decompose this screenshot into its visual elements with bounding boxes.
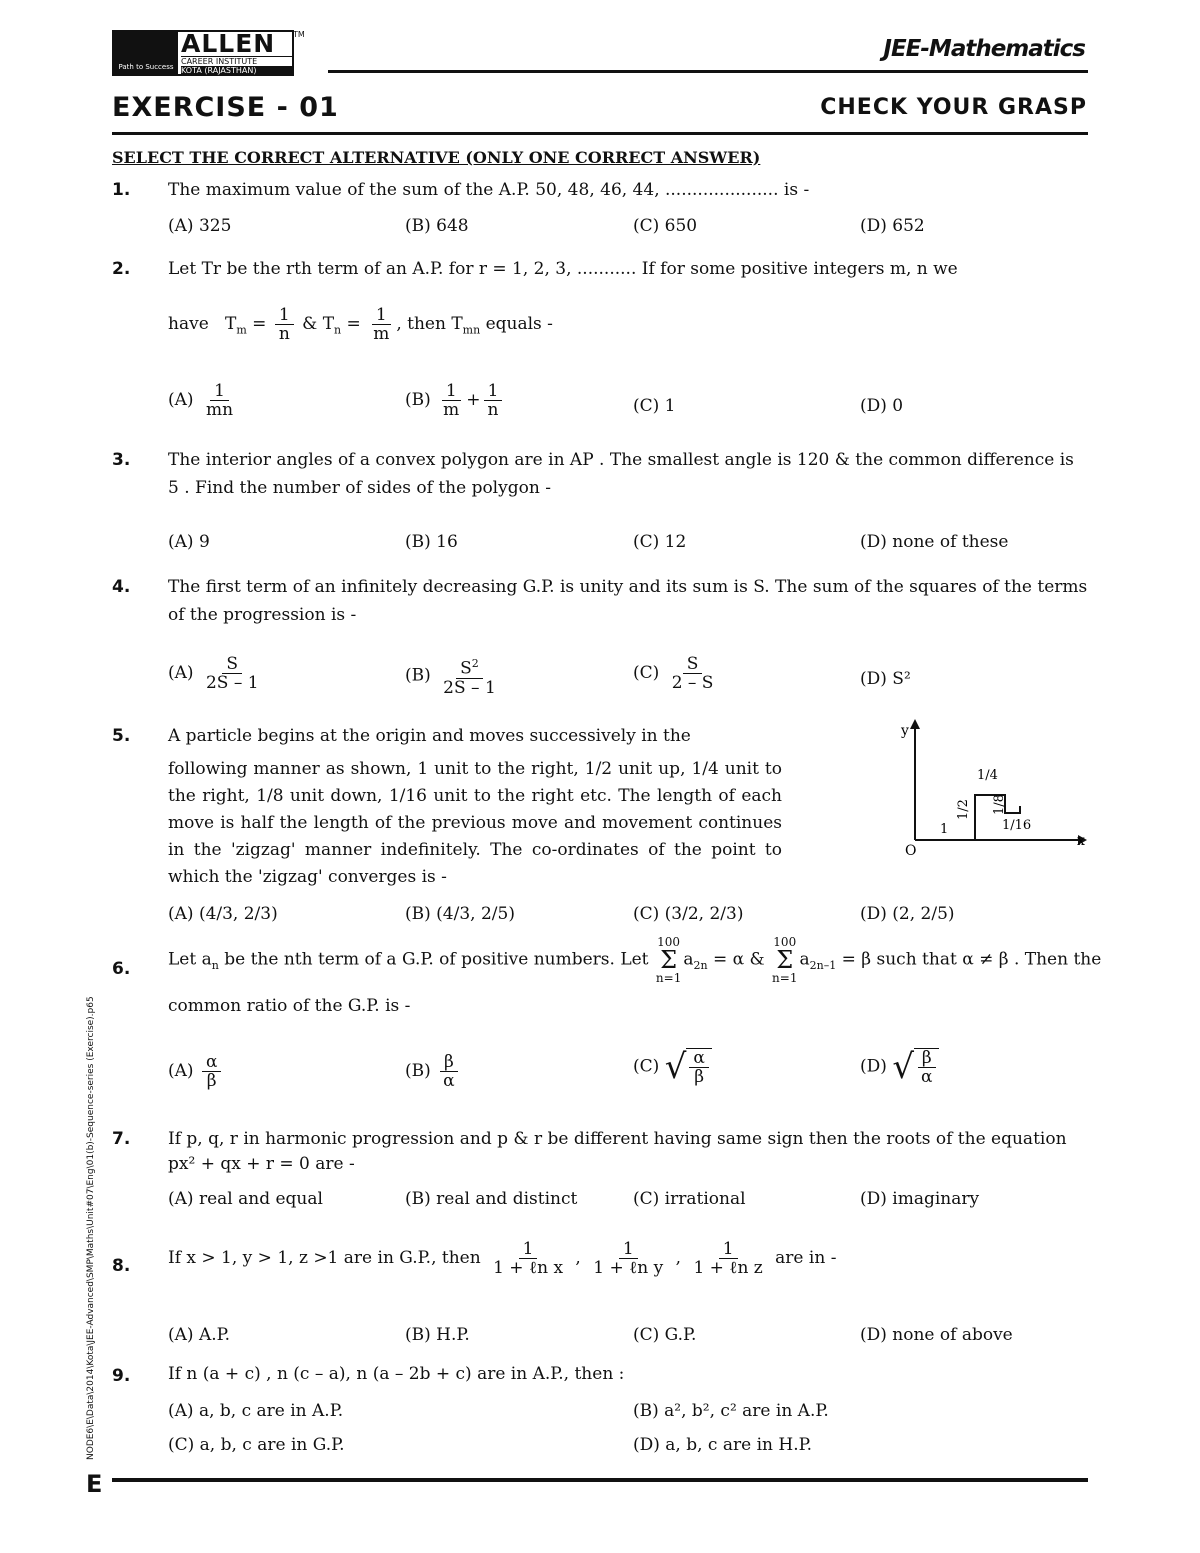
x-label: x [1077, 833, 1085, 849]
option-c: (C) 12 [633, 532, 687, 552]
origin-label: O [905, 843, 917, 859]
option-a: (A) $\frac{S}{2S - 1}$ [168, 654, 259, 693]
zigzag-figure [895, 715, 1095, 865]
question-text: If p, q, r in harmonic progression and p & r be different having same sign then the roots of the equation [168, 1129, 1067, 1149]
question-text: If x > 1, y > 1, z >1 are in G.P., then $\frac{1}{\text{1 + ℓn x}}$ , $\frac{1}{\text{1 + ℓn y}}$ , $\frac{1}{\text{1 + ℓn z}}$ are in - [168, 1239, 837, 1278]
seg-label-3: 1/4 [977, 768, 998, 783]
seg-label-4: 1/8 [992, 794, 1007, 815]
option-b: (B) (4/3, 2/5) [405, 904, 515, 924]
file-path: NODE6\E\Data\2014\Kota\JEE-Advanced\SMP\Maths\Unit#07\Eng\01(b)-Sequence-series (Exercise).p65 [86, 996, 96, 1460]
option-d: (D) (2, 2/5) [860, 904, 955, 924]
exercise-title: EXERCISE - 01 [112, 92, 339, 123]
option-b: (B) $\frac{1}{m}$ + $\frac{1}{n}$ [405, 382, 506, 419]
logo-tagline: Path to Success [118, 63, 174, 71]
option-c: (C) G.P. [633, 1325, 697, 1345]
question-number: 2. [112, 259, 131, 279]
option-c: (C) $\frac{S}{2 - S}$ [633, 654, 714, 693]
option-d: (D) none of these [860, 532, 1009, 552]
option-c: (C) a, b, c are in G.P. [168, 1435, 345, 1455]
question-text: following manner as shown, 1 unit to the right, 1/2 unit up, 1/4 unit to the right, 1/8 unit down, 1/16 unit to the right etc. The length of each move is half the length of the previous move and movement continues in the 'zigzag' manner indefinitely. The co-ordinates of the point to which the 'zigzag' converges is - [168, 759, 782, 887]
question-text: The maximum value of the sum of the A.P. 50, 48, 46, 44, ..................... is - [168, 180, 810, 200]
option-b: (B) $\frac{\beta}{\alpha}$ [405, 1053, 462, 1090]
option-b: (B) real and distinct [405, 1189, 578, 1209]
option-a: (A) real and equal [168, 1189, 323, 1209]
instruction: SELECT THE CORRECT ALTERNATIVE (ONLY ONE CORRECT ANSWER) [112, 148, 761, 167]
option-c: (C) irrational [633, 1189, 746, 1209]
option-b: (B) a², b², c² are in A.P. [633, 1401, 829, 1421]
question-number: 6. [112, 959, 131, 979]
logo-brand: ALLEN [181, 29, 276, 58]
allen-logo [112, 30, 294, 76]
question-number: 1. [112, 180, 131, 200]
question-text: The interior angles of a convex polygon are in AP . The smallest angle is 120 & the common difference is 5 . Find the number of sides of the polygon - [168, 450, 1074, 498]
subject-title: JEE-Mathematics [883, 36, 1085, 62]
question-number: 9. [112, 1366, 131, 1386]
option-d: (D) imaginary [860, 1189, 980, 1209]
question-text: Let $a_n$ be the nth term of a G.P. of positive numbers. Let 100 Σ n=1 $a_{2n} = \alpha$ & 100 Σ n=1 $a_{2n-1} = \beta$ such that α ≠ β . Then the [168, 935, 1102, 985]
option-a: (A) $\frac{\alpha}{\beta}$ [168, 1053, 224, 1090]
y-label: y [901, 723, 909, 739]
question-text-first: A particle begins at the origin and moves successively in the [168, 726, 691, 746]
header-rule [328, 70, 1088, 73]
logo-line2: KOTA (RAJASTHAN) [181, 66, 292, 75]
question-number: 5. [112, 726, 131, 746]
option-c: (C) √ $\frac{\alpha}{\beta}$ [633, 1048, 712, 1086]
question-text-line2: common ratio of the G.P. is - [168, 996, 411, 1016]
question-text: The first term of an infinitely decreasing G.P. is unity and its sum is S. The sum of the squares of the terms of the progression is - [168, 577, 1088, 625]
option-c: (C) 1 [633, 396, 676, 416]
option-b: (B) $\frac{S^2}{2S - 1}$ [405, 657, 496, 698]
option-d: (D) 652 [860, 216, 925, 236]
option-d: (D) S² [860, 669, 911, 689]
option-c: (C) (3/2, 2/3) [633, 904, 744, 924]
logo-line1: CAREER INSTITUTE [181, 56, 292, 66]
title-rule [112, 132, 1088, 135]
option-b: (B) 16 [405, 532, 458, 552]
option-d: (D) 0 [860, 396, 904, 416]
seg-label-2: 1/2 [956, 799, 971, 820]
option-b: (B) H.P. [405, 1325, 470, 1345]
question-text: Let Tr be the rth term of an A.P. for r = 1, 2, 3, ........... If for some positive integers m, n we [168, 259, 958, 279]
question-number: 7. [112, 1129, 131, 1149]
page-letter: E [86, 1470, 103, 1498]
question-number: 8. [112, 1256, 131, 1276]
footer-rule [112, 1478, 1088, 1482]
question-text: If n (a + c) , n (c – a), n (a – 2b + c) are in A.P., then : [168, 1364, 625, 1384]
question-number: 3. [112, 450, 131, 470]
option-d: (D) √ $\frac{\beta}{\alpha}$ [860, 1048, 939, 1086]
option-c: (C) 650 [633, 216, 698, 236]
option-a: (A) (4/3, 2/3) [168, 904, 278, 924]
y-axis-arrow [910, 719, 920, 729]
seg-label-5: 1/16 [1002, 818, 1032, 833]
option-a: (A) A.P. [168, 1325, 231, 1345]
question-text-line2: have $T_m$ = $\frac{1}{n}$ & $T_n$ = $\frac{1}{m}$ , then $T_{mn}$ equals - [168, 305, 553, 344]
question-text-line2: px² + qx + r = 0 are - [168, 1154, 355, 1174]
section-heading: CHECK YOUR GRASP [820, 95, 1087, 120]
seg-label-1: 1 [940, 822, 949, 837]
option-d: (D) none of above [860, 1325, 1013, 1345]
trademark: TM [293, 30, 305, 39]
option-a: (A) $\frac{1}{mn}$ [168, 381, 234, 420]
option-d: (D) a, b, c are in H.P. [633, 1435, 812, 1455]
logo-mark [114, 32, 178, 74]
option-b: (B) 648 [405, 216, 469, 236]
option-a: (A) 9 [168, 532, 210, 552]
option-a: (A) 325 [168, 216, 232, 236]
option-a: (A) a, b, c are in A.P. [168, 1401, 344, 1421]
question-number: 4. [112, 577, 131, 597]
